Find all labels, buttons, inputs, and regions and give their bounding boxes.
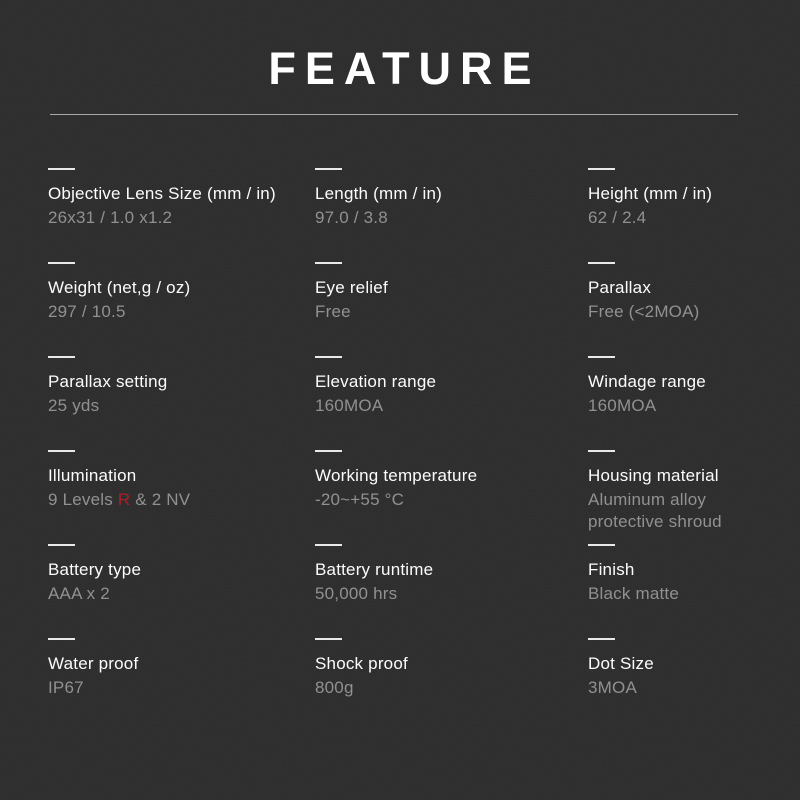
dash-divider: [588, 262, 615, 264]
dash-divider: [315, 168, 342, 170]
spec-value: -20~+55 °C: [315, 490, 405, 509]
spec-cell-eye-relief: [315, 254, 588, 348]
spec-cell-dot-size: [588, 630, 772, 724]
spec-cell-weight: [48, 254, 315, 348]
dash-divider: [588, 168, 615, 170]
spec-label: Water proof: [48, 654, 139, 673]
spec-value: AAA x 2: [48, 584, 110, 603]
spec-value: 3MOA: [588, 678, 637, 697]
spec-cell-water-proof: [48, 630, 315, 724]
spec-cell-objective-lens-size: [48, 160, 315, 254]
spec-cell-parallax-setting: [48, 348, 315, 442]
spec-value: 160MOA: [588, 396, 657, 415]
spec-label: Parallax: [588, 278, 652, 297]
page-title: FEATURE: [268, 43, 541, 94]
dash-divider: [588, 356, 615, 358]
dash-divider: [48, 638, 75, 640]
spec-cell-height: [588, 160, 772, 254]
spec-value: 800g: [315, 678, 354, 697]
dash-divider: [315, 356, 342, 358]
dash-divider: [315, 638, 342, 640]
spec-label: Battery runtime: [315, 560, 434, 579]
spec-label: Housing material: [588, 466, 719, 485]
spec-cell-windage-range: [588, 348, 772, 442]
spec-cell-housing-material: [588, 442, 772, 536]
spec-value: 297 / 10.5: [48, 302, 126, 321]
dash-divider: [315, 262, 342, 264]
spec-cell-working-temperature: [315, 442, 588, 536]
dash-divider: [588, 450, 615, 452]
spec-value: Black matte: [588, 584, 680, 603]
spec-value: Free (<2MOA): [588, 302, 700, 321]
dash-divider: [48, 356, 75, 358]
spec-label: Working temperature: [315, 466, 478, 485]
spec-label: Eye relief: [315, 278, 388, 297]
spec-cell-parallax: [588, 254, 772, 348]
dash-divider: [588, 544, 615, 546]
spec-cell-finish: [588, 536, 772, 630]
dash-divider: [315, 450, 342, 452]
spec-value: Free: [315, 302, 351, 321]
spec-cell-length: [315, 160, 588, 254]
spec-value: Aluminum alloy protective shroud: [588, 490, 722, 531]
spec-label: Length (mm / in): [315, 184, 442, 203]
dash-divider: [48, 450, 75, 452]
spec-label: Finish: [588, 560, 635, 579]
spec-value-suffix: & 2 NV: [130, 490, 191, 509]
spec-value: IP67: [48, 678, 84, 697]
spec-grid: [48, 160, 772, 724]
spec-value: 160MOA: [315, 396, 384, 415]
spec-value: [48, 489, 298, 511]
spec-value: 50,000 hrs: [315, 584, 398, 603]
spec-value: 25 yds: [48, 396, 100, 415]
spec-cell-illumination: [48, 442, 315, 536]
dash-divider: [588, 638, 615, 640]
dash-divider: [315, 544, 342, 546]
spec-label: Battery type: [48, 560, 142, 579]
dash-divider: [48, 262, 75, 264]
spec-value: 62 / 2.4: [588, 208, 647, 227]
dash-divider: [48, 168, 75, 170]
dash-divider: [48, 544, 75, 546]
spec-cell-elevation-range: [315, 348, 588, 442]
spec-cell-shock-proof: [315, 630, 588, 724]
spec-value: 26x31 / 1.0 x1.2: [48, 208, 173, 227]
spec-value: 97.0 / 3.8: [315, 208, 388, 227]
spec-label: Illumination: [48, 466, 137, 485]
spec-cell-battery-runtime: [315, 536, 588, 630]
spec-label: Parallax setting: [48, 372, 168, 391]
spec-label: Windage range: [588, 372, 706, 391]
spec-label: Elevation range: [315, 372, 437, 391]
spec-label: Dot Size: [588, 654, 654, 673]
spec-value-prefix: 9 Levels: [48, 490, 118, 509]
spec-cell-battery-type: [48, 536, 315, 630]
spec-label: Objective Lens Size (mm / in): [48, 184, 276, 203]
spec-label: Shock proof: [315, 654, 408, 673]
spec-label: Height (mm / in): [588, 184, 713, 203]
spec-label: Weight (net,g / oz): [48, 278, 191, 297]
title-divider-line: [50, 114, 738, 115]
spec-value-accent-red: R: [117, 490, 131, 509]
